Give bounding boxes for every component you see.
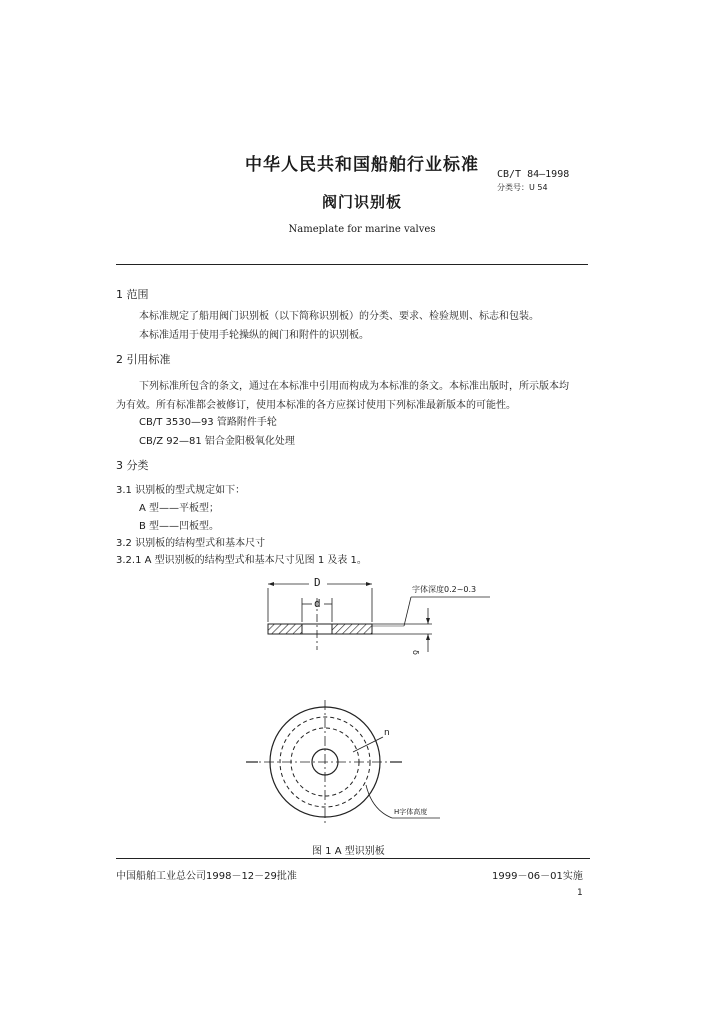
section-2-paragraph-line-1: 下列标准所包含的条文，通过在本标准中引用而构成为本标准的条文。本标准出版时，所示版本均 bbox=[139, 381, 569, 392]
reference-standard-2: CB/Z 92—81 铝合金阳极氧化处理 bbox=[139, 436, 295, 447]
label-D: D bbox=[314, 576, 321, 589]
clause-3-2: 3.2 识别板的结构型式和基本尺寸 bbox=[116, 538, 266, 549]
standard-code: CB/T 84—1998 bbox=[497, 169, 570, 180]
english-title: Nameplate for marine valves bbox=[288, 224, 436, 235]
classification-number: 分类号：U 54 bbox=[497, 183, 548, 192]
plan-view bbox=[246, 700, 402, 825]
approval-date: 中国船舶工业总公司1998－12－29批准 bbox=[116, 871, 297, 882]
section-1-paragraph-1: 本标准规定了船用阀门识别板（以下简称识别板）的分类、要求、检验规则、标志和包装。 bbox=[139, 311, 539, 322]
standard-title: 中华人民共和国船舶行业标准 bbox=[245, 155, 479, 175]
effective-date: 1999－06－01实施 bbox=[492, 871, 583, 882]
plate-cross-section bbox=[268, 624, 372, 634]
label-thickness: δ bbox=[411, 650, 420, 655]
clause-3-1-type-a: A 型——平板型； bbox=[139, 503, 220, 514]
footer-divider bbox=[116, 858, 590, 859]
page-number: 1 bbox=[577, 888, 583, 898]
label-character-depth: 字体深度0.2~0.3 bbox=[412, 585, 477, 594]
section-2-heading: 2 引用标准 bbox=[116, 353, 171, 366]
label-d: d bbox=[314, 597, 321, 610]
clause-3-1: 3.1 识别板的型式规定如下： bbox=[116, 485, 246, 496]
document-title: 阀门识别板 bbox=[321, 193, 402, 211]
label-n: n bbox=[384, 728, 390, 738]
section-1-paragraph-2: 本标准适用于使用手轮操纵的阀门和附件的识别板。 bbox=[139, 330, 369, 341]
section-1-heading: 1 范围 bbox=[116, 288, 149, 301]
figure-caption: 图 1 A 型识别板 bbox=[312, 846, 385, 857]
reference-standard-1: CB/T 3530—93 管路附件手轮 bbox=[139, 417, 277, 428]
section-3-heading: 3 分类 bbox=[116, 459, 149, 472]
depth-leader bbox=[372, 597, 490, 652]
section-2-paragraph-line-2: 为有效。所有标准都会被修订，使用本标准的各方应探讨使用下列标准最新版本的可能性。 bbox=[116, 400, 516, 411]
clause-3-2-1: 3.2.1 A 型识别板的结构型式和基本尺寸见图 1 及表 1。 bbox=[116, 555, 367, 566]
label-character-height: H字体高度 bbox=[394, 808, 428, 816]
clause-3-1-type-b: B 型——凹板型。 bbox=[139, 521, 220, 532]
